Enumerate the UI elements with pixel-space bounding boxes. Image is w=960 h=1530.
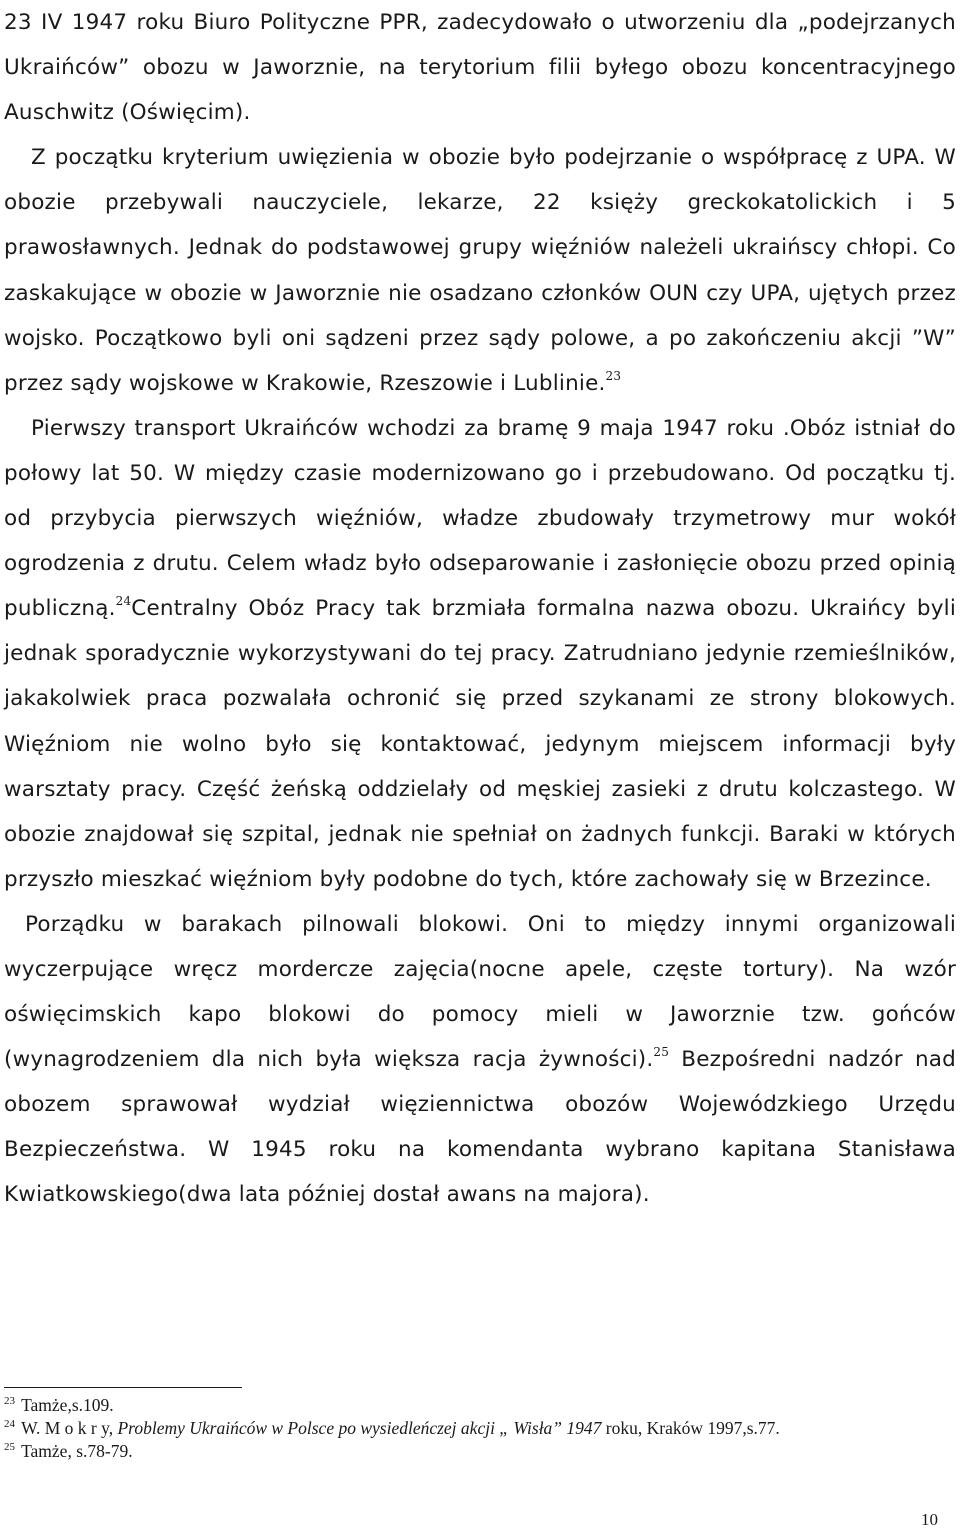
- footnote-ref-24[interactable]: 24: [115, 594, 132, 609]
- footnote-ref-25[interactable]: 25: [653, 1045, 670, 1060]
- footnote-author: W. M o k r y,: [21, 1418, 118, 1438]
- footnote-rest: roku, Kraków 1997,s.77.: [601, 1418, 780, 1438]
- footnote-23: [4, 1394, 954, 1417]
- paragraph-1-text: 23 IV 1947 roku Biuro Polityczne PPR, zadecydowało o utworzeniu dla „podejrzanych Ukraińców” obozu w Jaworznie, na terytorium filii byłego obozu koncentracyjnego Auschwitz (Oświęcim).: [4, 10, 956, 126]
- body-text: [4, 0, 956, 1218]
- paragraph-1: [4, 0, 956, 135]
- page-number: 10: [921, 1510, 938, 1529]
- footnote-number: 23: [4, 1395, 15, 1407]
- paragraph-4: [4, 902, 956, 1218]
- footnote-24: [4, 1417, 954, 1440]
- footnote-25: [4, 1440, 954, 1463]
- footnote-number: 24: [4, 1418, 15, 1430]
- paragraph-2-text: Z początku kryterium uwięzienia w obozie było podejrzanie o współpracę z UPA. W obozie przebywali nauczyciele, lekarze, 22 księży greckokatolickich i 5 prawosławnych. Jednak do podstawowej grupy więźniów należeli ukraińscy chłopi. Co zaskakujące w obozie w Jaworznie nie osadzano członków OUN czy UPA, ujętych przez wojsko. Początkowo byli oni sądzeni przez sądy polowe, a po zakończeniu akcji ”W” przez sądy wojskowe w Krakowie, Rzeszowie i Lublinie.: [4, 145, 956, 396]
- footnote-title: Problemy Ukraińców w Polsce po wysiedleńczej akcji „ Wisła” 1947: [117, 1418, 602, 1438]
- paragraph-3-text-a: Pierwszy transport Ukraińców wchodzi za bramę 9 maja 1947 roku .Obóz istniał do połowy lat 50. W między czasie modernizowano go i przebudowano. Od początku tj. od przybycia pierwszych więźniów, władze zbudowały trzymetrowy mur wokół ogrodzenia z drutu. Celem władz było odseparowanie i zasłonięcie obozu przed opinią publiczną.: [4, 415, 956, 622]
- paragraph-2: [4, 135, 956, 406]
- footnote-separator: [4, 1387, 242, 1388]
- footnote-text: Tamże, s.78-79.: [21, 1441, 133, 1461]
- footnote-number: 25: [4, 1441, 15, 1453]
- footnotes: [4, 1394, 954, 1463]
- footnote-ref-23[interactable]: 23: [605, 368, 622, 383]
- paragraph-3: [4, 406, 956, 902]
- paragraph-4-text-b: Bezpośredni nadzór nad obozem sprawował wydział więziennictwa obozów Wojewódzkiego Urzędu Bezpieczeństwa. W 1945 roku na komendanta wybrano kapitana Stanisława Kwiatkowskiego(dwa lata później dostał awans na majora).: [4, 1047, 957, 1208]
- paragraph-3-text-b: Centralny Obóz Pracy tak brzmiała formalna nazwa obozu. Ukraińcy byli jednak sporadycznie wykorzystywani do tej pracy. Zatrudniano jedynie rzemieślników, jakakolwiek praca pozwalała ochronić się przed szykanami ze strony blokowych. Więźniom nie wolno było się kontaktować, jedynym miejscem informacji były warsztaty pracy. Część żeńską oddzielały od męskiej zasieki z drutu kolczastego. W obozie znajdował się szpital, jednak nie spełniał on żadnych funkcji. Baraki w których przyszło mieszkać więźniom były podobne do tych, które zachowały się w Brzezince.: [4, 596, 956, 892]
- footnote-text: Tamże,s.109.: [21, 1395, 114, 1415]
- paragraph-4-text-a: Porządku w barakach pilnowali blokowi. Oni to między innymi organizowali wyczerpujące wręcz mordercze zajęcia(nocne apele, częste tortury). Na wzór oświęcimskich kapo blokowi do pomocy mieli w Jaworznie tzw. gońców (wynagrodzeniem dla nich była większa racja żywności).: [4, 911, 956, 1073]
